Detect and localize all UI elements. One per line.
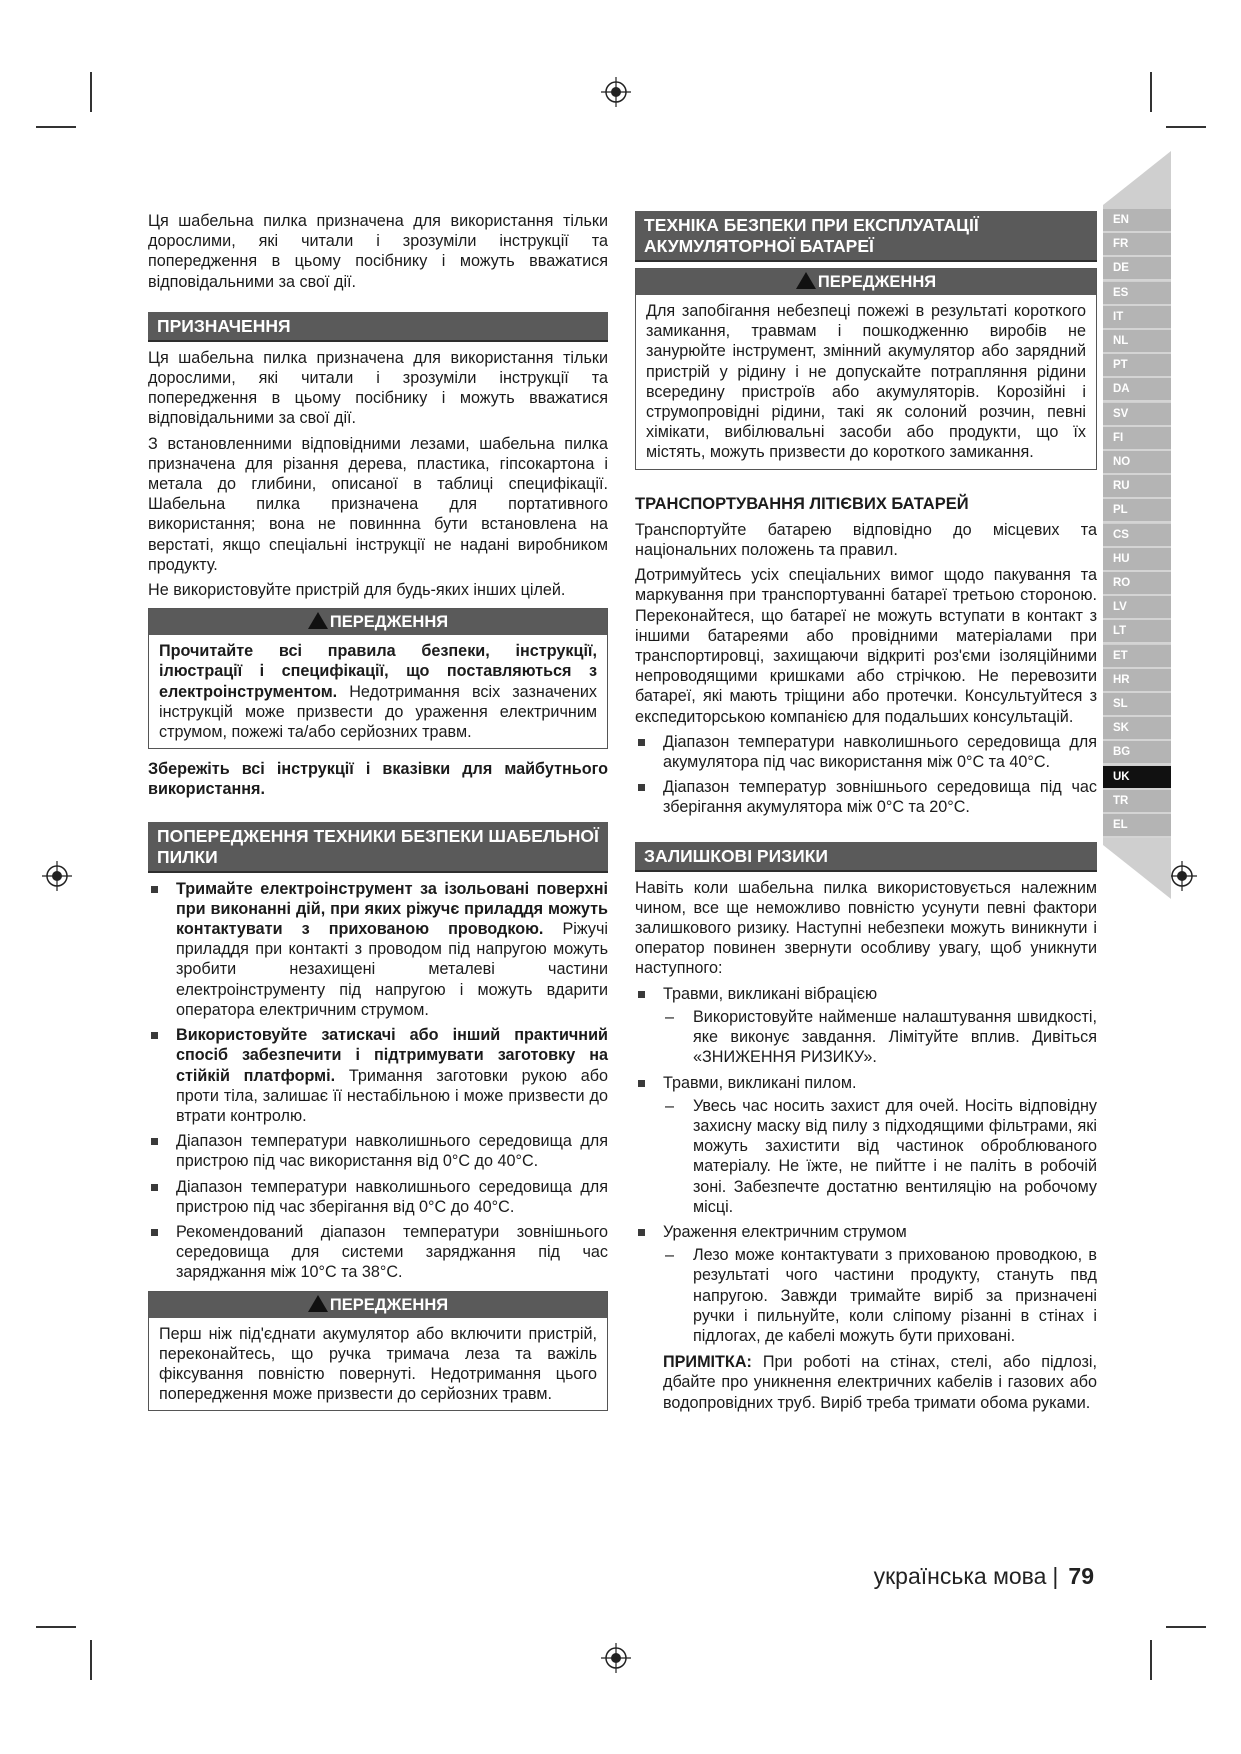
crop-mark — [1150, 72, 1152, 112]
crop-mark — [36, 1626, 76, 1628]
warning-text: Для запобігання небезпеці пожежі в результаті короткого замикання, травмам і пошкодженню виробів не занурюйте інструмент, змінний акумулятор або зарядний пристрій у рідину і не допускайте потрапляння рідини всередину пристроїв або акумуляторів. Корозійні і струмопровідні рідини, такі як солоний розчин, певні хімікати, вибілювальні засоби або продукти, що їх містять, можуть призвести до короткого замикання. — [646, 302, 1086, 462]
save-instructions-note: Збережіть всі інструкції і вказівки для майбутнього використання. — [148, 760, 608, 799]
language-tab-lv: LV — [1103, 596, 1171, 620]
left-column — [148, 211, 608, 1419]
battery-safety-heading: ТЕХНІКА БЕЗПЕКИ ПРИ ЕКСПЛУАТАЦІЇ АКУМУЛЯТОРНОЇ БАТАРЕЇ — [635, 211, 1097, 262]
note-label: ПРИМІТКА: — [663, 1353, 752, 1372]
list-item: Травми, викликані пилом. – Увесь час носить захист для очей. Носіть відповідну захисну маску від пилу з підходящими фільтрами, які можуть захистити від частинок оброблюваного матеріалу. Не їжте, не пийтте і не паліть в робочій зоні. Забезпечте достатню вентиляцію на робочому місці. — [635, 1073, 1097, 1217]
residual-list — [635, 984, 1097, 1346]
list-item: Діапазон температури навколишнього середовища для пристрою під час зберігання від 0°C до 40°C. — [148, 1177, 608, 1217]
purpose-paragraph: Ця шабельна пилка призначена для використання тільки дорослими, які читали і зрозуміли інструкції та попередження в цьому посібнику і можуть вважатися відповідальними за свої дії. — [148, 348, 608, 428]
language-tab-cs: CS — [1103, 524, 1171, 548]
list-item: Використовуйте затискачі або інший практичний спосіб забезпечити і підтримувати заготовку на стійкій платформі. Тримання заготовки рукою або проти тіла, залишає її нестабільною і може призвести до втрати контролю. — [148, 1025, 608, 1126]
warning-triangle-icon — [796, 272, 816, 289]
crop-mark — [90, 1640, 92, 1680]
warning-body — [636, 295, 1096, 469]
language-tab-et: ET — [1103, 645, 1171, 669]
list-item: Діапазон температури навколишнього середовища для акумулятора під час використання між 0°C та 40°C. — [635, 732, 1097, 772]
language-tab-da: DA — [1103, 378, 1171, 402]
transport-heading: ТРАНСПОРТУВАННЯ ЛІТІЄВИХ БАТАРЕЙ — [635, 494, 969, 513]
note-text: При роботі на стінах, стелі, або підлозі, дбайте про уникнення електричних кабелів і газових або водопровідних труб. Виріб треба тримати обома руками. — [663, 1353, 1097, 1412]
purpose-heading: ПРИЗНАЧЕННЯ — [148, 312, 608, 342]
language-tab-fr: FR — [1103, 233, 1171, 257]
transport-paragraph: Транспортуйте батарею відповідно до місцевих та національних положень та правил. — [635, 520, 1097, 560]
registration-mark-icon — [601, 1643, 631, 1673]
intro-paragraph: Ця шабельна пилка призначена для використання тільки дорослими, які читали і зрозуміли інструкції та попередження в цьому посібнику і можуть вважатися відповідальними за свої дії. — [148, 212, 608, 291]
note-paragraph — [635, 1352, 1097, 1413]
warning-text: Перш ніж під'єднати акумулятор або включити пристрій, переконайтесь, що ручка тримача леза та важіль фіксування повністю повернуті. Недотримання цього попередження може призвести до серйозних травм. — [159, 1324, 597, 1404]
warning-box — [148, 1291, 608, 1412]
crop-mark — [90, 72, 92, 112]
language-tab-sk: SK — [1103, 717, 1171, 741]
list-item: Діапазон температури навколишнього середовища для пристрою під час використання від 0°C до 40°C. — [148, 1131, 608, 1171]
footer-separator: | — [1052, 1563, 1059, 1589]
page-footer — [874, 1563, 1094, 1590]
warning-box — [635, 268, 1097, 470]
language-tab-ro: RO — [1103, 572, 1171, 596]
crop-mark — [1166, 126, 1206, 128]
warning-box — [148, 608, 608, 749]
language-tabs — [1103, 145, 1179, 905]
right-column — [635, 211, 1097, 1418]
warning-header — [149, 609, 607, 635]
warning-bold-text: Прочитайте всі правила безпеки, інструкції, ілюстрації і специфікації, що поставляються з електроінструментом. — [159, 642, 597, 701]
transport-paragraph: Дотримуйтесь усіх спеціальних вимог щодо пакування та маркування при транспортуванні батареї третьою стороною. Переконайтеся, що батареї не можуть вступати в контакт з іншими батареями або провідними матеріалами при транспортировці, захищаючи відкриті роз'єми ізоляційними непроводящими кришками або стрічкою. Не перевозити батареї, які мають тріщини або протечки. Консультуйтеся з експедиторською компанією для подальших консультацій. — [635, 566, 1097, 726]
list-item: Травми, викликані вібрацією – Використовуйте найменше налаштування швидкості, яке виконує завдання. Лімітуйте вплив. Дивіться «ЗНИЖЕННЯ РИЗИКУ». — [635, 984, 1097, 1068]
purpose-paragraph: Не використовуйте пристрій для будь-яких інших цілей. — [148, 581, 566, 600]
language-tab-ru: RU — [1103, 475, 1171, 499]
purpose-paragraph: З встановленними відповідними лезами, шабельна пилка призначена для різання дерева, пластика, гіпсокартона і метала до глибини, описаної в таблиці специфікації. Шабельна пилка призначена для портативного використання; вона не повиннна бути встановлена на верстаті, якщо спеціальні інструкції не надані виробником продукту. — [148, 434, 608, 574]
registration-mark-icon — [42, 861, 72, 891]
language-tab-lt: LT — [1103, 620, 1171, 644]
language-tab-bg: BG — [1103, 741, 1171, 765]
language-tab-es: ES — [1103, 282, 1171, 306]
residual-intro: Навіть коли шабельна пилка використовується належним чином, все ще неможливо повністю усунути певні фактори залишкового ризику. Наступні небезпеки можуть виникнути і оператор повинен звернути особливу увагу, щоб уникнути наступного: — [635, 878, 1097, 978]
language-tab-tr: TR — [1103, 790, 1171, 814]
crop-mark — [1150, 1640, 1152, 1680]
footer-language: українська мова — [873, 1563, 1047, 1589]
language-tab-de: DE — [1103, 257, 1171, 281]
language-tab-sl: SL — [1103, 693, 1171, 717]
crop-mark — [36, 126, 76, 128]
saw-safety-list — [148, 879, 608, 1283]
warning-triangle-icon — [308, 1295, 328, 1312]
warning-body — [149, 1318, 607, 1411]
language-tab-pt: PT — [1103, 354, 1171, 378]
sub-list-item: – Увесь час носить захист для очей. Носіть відповідну захисну маску від пилу з підходящими фільтрами, які можуть захистити від частинок оброблюваного матеріалу. Не їжте, не пийтте і не паліть в робочій зоні. Забезпечте достатню вентиляцію на робочому місці. — [663, 1096, 1097, 1217]
warning-title: ПЕРЕДЖЕННЯ — [329, 1295, 449, 1314]
list-item: Ураження електричним струмом – Лезо може контактувати з прихованою проводкою, в результаті чого частини продукту, стануть пвд напругою. Завжди тримайте виріб за призначені ручки і пильнуйте, коли сліпому різанні в стінах і підлогах, де кабелі можуть бути приховані. — [635, 1222, 1097, 1346]
warning-body — [149, 635, 607, 748]
registration-mark-icon — [601, 77, 631, 107]
language-tab-hr: HR — [1103, 669, 1171, 693]
residual-risks-heading: ЗАЛИШКОВІ РИЗИКИ — [635, 842, 1097, 872]
language-tab-el: EL — [1103, 814, 1171, 838]
language-tab-uk: UK — [1103, 766, 1171, 790]
language-tab-hu: HU — [1103, 548, 1171, 572]
language-tab-it: IT — [1103, 306, 1171, 330]
page-number: 79 — [1068, 1563, 1094, 1589]
sub-list-item: – Лезо може контактувати з прихованою проводкою, в результаті чого частини продукту, стануть пвд напругою. Завжди тримайте виріб за призначені ручки і пильнуйте, коли сліпому різанні в стінах і підлогах, де кабелі можуть бути приховані. — [663, 1245, 1097, 1346]
language-tab-sv: SV — [1103, 403, 1171, 427]
warning-text: Недотримання всіх зазначених інструкцій може призвести до ураження електричним струмом, пожежі та/або серйозних травм. — [159, 682, 597, 742]
language-tab-en: EN — [1103, 209, 1171, 233]
list-item: Тримайте електроінструмент за ізольовані поверхні при виконанні дій, при яких ріжучє приладдя можуть контактувати з прихованою проводкою. Ріжучі приладдя при контакті з проводом під напругою можуть зробити незахищені металеві частини електроінструменту під напругою і можуть вдарити оператора електричним струмом. — [148, 879, 608, 1020]
warning-title: ПЕРЕДЖЕННЯ — [817, 273, 937, 291]
warning-header — [149, 1292, 607, 1318]
language-tab-pl: PL — [1103, 499, 1171, 523]
warning-header — [636, 269, 1096, 295]
list-item: Діапазон температур зовнішнього середовища під час зберігання акумулятора між 0°C та 20°C. — [635, 777, 1097, 817]
warning-title: ПЕРЕДЖЕННЯ — [329, 613, 449, 632]
warning-triangle-icon — [308, 612, 328, 629]
sub-list-item: – Використовуйте найменше налаштування швидкості, яке виконує завдання. Лімітуйте вплив. Дивіться «ЗНИЖЕННЯ РИЗИКУ». — [663, 1007, 1097, 1068]
transport-list — [635, 732, 1097, 818]
saw-safety-heading: ПОПЕРЕДЖЕННЯ ТЕХНИКИ БЕЗПЕКИ ШАБЕЛЬНОЇ ПИЛКИ — [148, 822, 608, 873]
list-item: Рекомендований діапазон температури зовнішнього середовища для системи заряджання під час заряджання між 10°C та 38°C. — [148, 1222, 608, 1283]
language-tab-no: NO — [1103, 451, 1171, 475]
crop-mark — [1166, 1626, 1206, 1628]
language-tab-fi: FI — [1103, 427, 1171, 451]
language-tab-nl: NL — [1103, 330, 1171, 354]
